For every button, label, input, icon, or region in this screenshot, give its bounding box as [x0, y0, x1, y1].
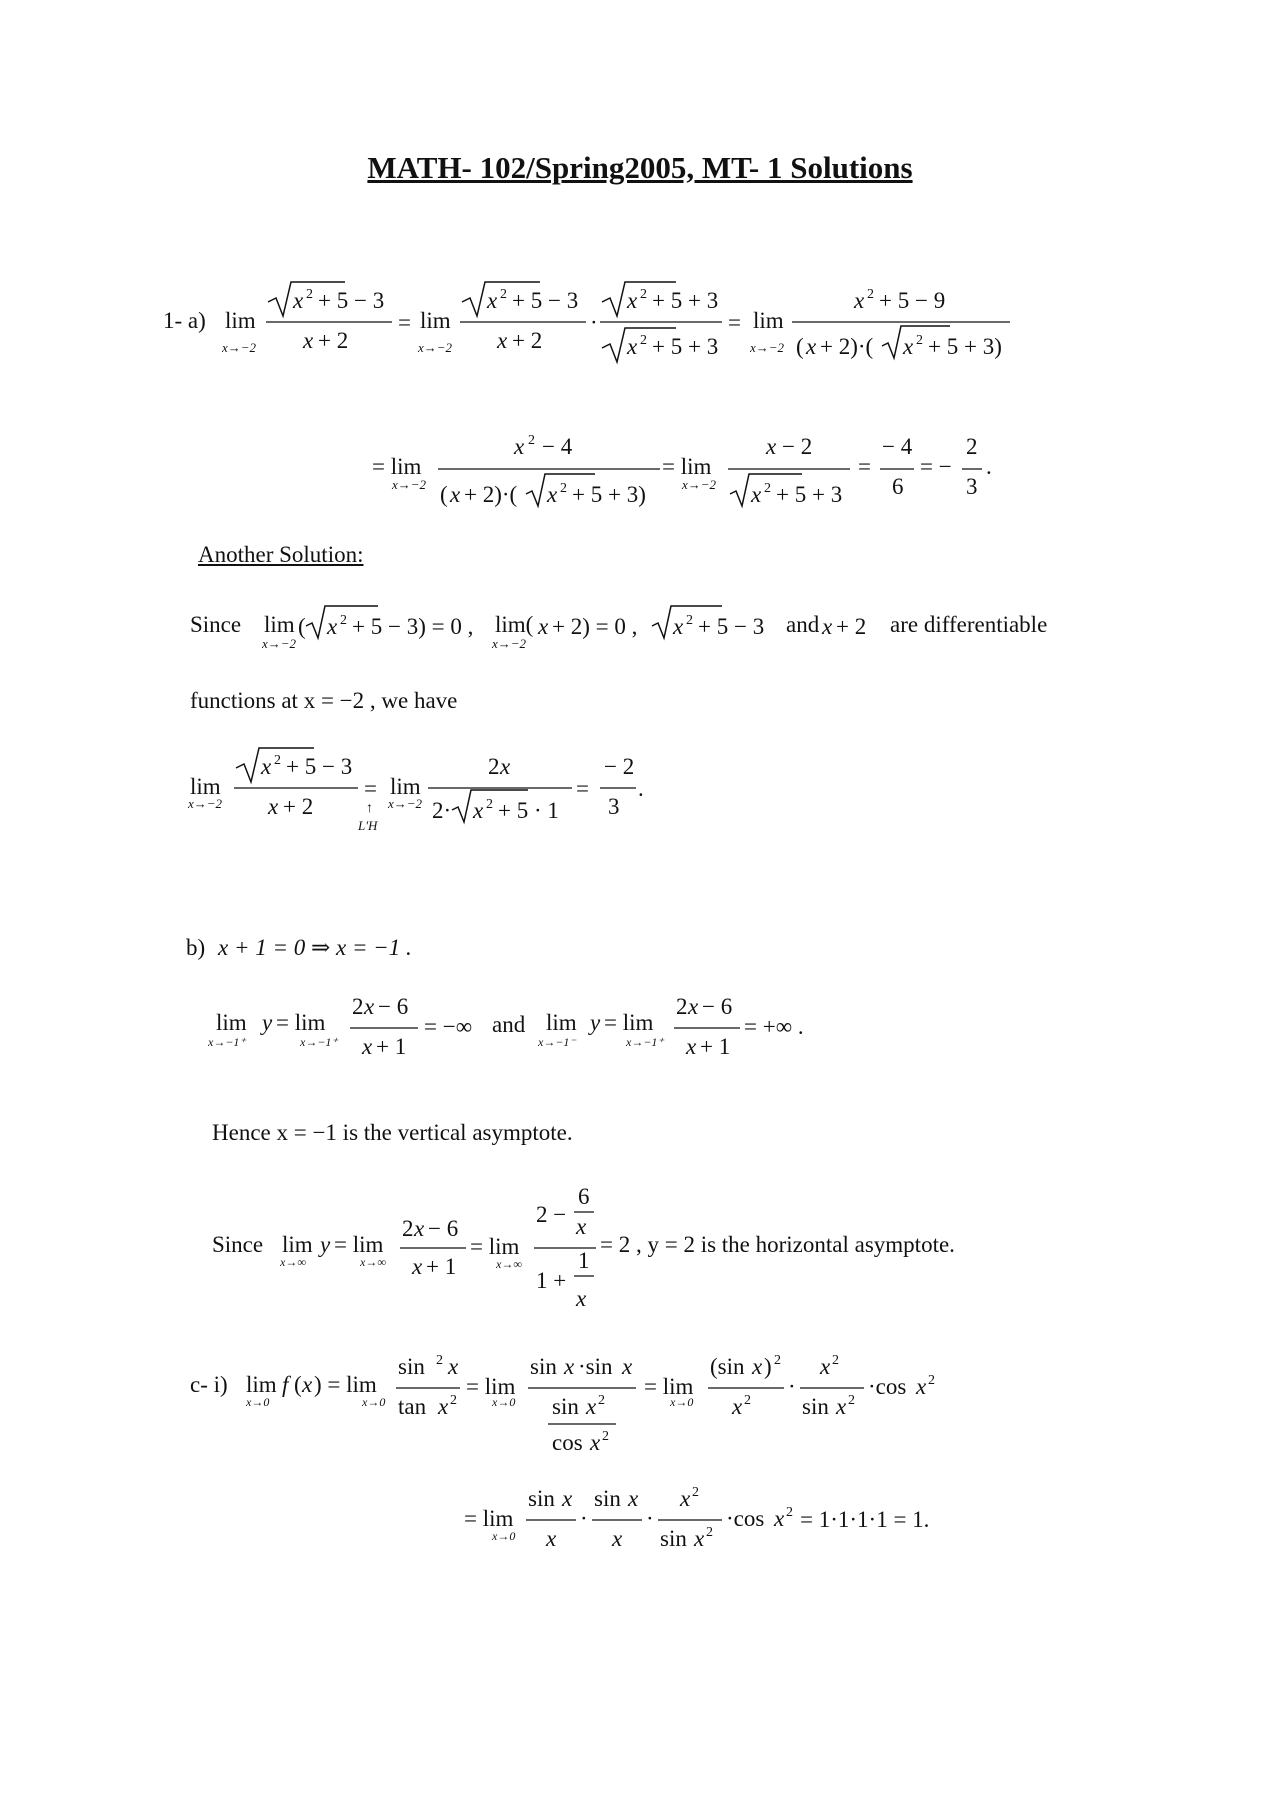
- svg-text:lim: lim: [546, 1010, 577, 1035]
- svg-text:x: x: [500, 754, 511, 779]
- svg-text:x→−2: x→−2: [262, 636, 297, 651]
- svg-text:= lim: = lim: [662, 454, 712, 479]
- svg-text:+ 2)·(: + 2)·(: [464, 482, 518, 507]
- page-title: MATH- 102/Spring2005, MT- 1 Solutions: [367, 150, 913, 185]
- svg-text:+ 5 + 3: + 5 + 3: [776, 482, 843, 507]
- svg-text:x: x: [261, 754, 272, 779]
- svg-text:6: 6: [578, 1184, 590, 1209]
- svg-text:x: x: [694, 1526, 705, 1551]
- svg-text:x→0: x→0: [492, 1529, 516, 1543]
- svg-text:+ 5 − 3: + 5 − 3: [318, 288, 385, 313]
- svg-text:2: 2: [488, 754, 500, 779]
- svg-text:+ 5 + 3: + 5 + 3: [652, 288, 719, 313]
- svg-text:2: 2: [686, 613, 693, 628]
- svg-text:2: 2: [764, 481, 771, 496]
- part-b-step1: x + 1 = 0 ⇒ x = −1 .: [218, 935, 412, 960]
- svg-text:+ 2) = 0 ,: + 2) = 0 ,: [552, 614, 638, 639]
- svg-text:= lim: = lim: [276, 1010, 326, 1035]
- svg-text:.: .: [638, 776, 644, 801]
- svg-text:3: 3: [966, 474, 978, 499]
- svg-text:2: 2: [352, 994, 364, 1019]
- svg-text:lim: lim: [225, 308, 256, 333]
- svg-text:x: x: [822, 614, 833, 639]
- svg-text:+ 1: + 1: [700, 1034, 731, 1059]
- svg-text:= lim: = lim: [372, 454, 422, 479]
- svg-text:2: 2: [676, 994, 688, 1019]
- svg-text:x: x: [688, 994, 699, 1019]
- svg-text:x→0: x→0: [362, 1395, 386, 1409]
- horizontal-asymptote-text: = 2 , y = 2 is the horizontal asymptote.: [600, 1232, 955, 1257]
- svg-text:+ 2: + 2: [283, 794, 314, 819]
- since-text-and: and: [786, 612, 820, 637]
- svg-text:+ 5 − 9: + 5 − 9: [879, 288, 946, 313]
- svg-text:x: x: [680, 1486, 691, 1511]
- svg-text:+ 2)·(: + 2)·(: [820, 334, 874, 359]
- svg-text:lim: lim: [190, 774, 221, 799]
- svg-text:x: x: [487, 288, 498, 313]
- svg-text:·: ·: [646, 1506, 654, 1531]
- svg-text:− 6: − 6: [702, 994, 733, 1019]
- svg-text:x: x: [673, 614, 684, 639]
- another-solution-heading: Another Solution:: [198, 542, 364, 567]
- svg-text:x→−1⁺: x→−1⁺: [626, 1035, 664, 1049]
- svg-text:x: x: [836, 1394, 847, 1419]
- svg-text:+ 1: + 1: [376, 1034, 407, 1059]
- svg-text:x: x: [628, 1486, 639, 1511]
- svg-text:2: 2: [916, 333, 923, 348]
- svg-text:2: 2: [774, 1353, 781, 1368]
- part-c-final-result: = 1·1·1·1 = 1.: [800, 1507, 930, 1532]
- part-b-label: b): [186, 935, 206, 960]
- svg-text:2: 2: [867, 287, 874, 302]
- svg-text:f: f: [282, 1372, 289, 1397]
- svg-text:2: 2: [560, 481, 567, 496]
- vertical-asymptote-line: Hence x = −1 is the vertical asymptote.: [212, 1120, 573, 1145]
- svg-text:=: =: [398, 310, 411, 335]
- svg-text:x: x: [538, 614, 549, 639]
- svg-text:− 4: − 4: [542, 434, 573, 459]
- svg-text:x→−1⁺: x→−1⁺: [300, 1035, 338, 1049]
- svg-text:lim: lim: [216, 1010, 247, 1035]
- svg-text:= lim: = lim: [470, 1234, 520, 1259]
- svg-text:+ 5 − 3: + 5 − 3: [286, 754, 353, 779]
- svg-text:x: x: [412, 1254, 423, 1279]
- svg-text:= lim: = lim: [466, 1374, 516, 1399]
- svg-text:= +∞ .: = +∞ .: [744, 1014, 804, 1039]
- svg-text:x: x: [774, 1506, 785, 1531]
- svg-text:+ 5 · 1: + 5 · 1: [498, 798, 559, 823]
- svg-text:x→−2: x→−2: [492, 636, 527, 651]
- svg-text:+ 2: + 2: [836, 614, 867, 639]
- svg-text:x: x: [854, 288, 865, 313]
- svg-text:↑: ↑: [366, 801, 373, 816]
- svg-text:·cos: ·cos: [726, 1506, 765, 1531]
- svg-text:x: x: [903, 334, 914, 359]
- svg-text:1 +: 1 +: [536, 1268, 567, 1293]
- svg-text:=: =: [576, 776, 589, 801]
- svg-text:(: (: [796, 334, 804, 359]
- svg-text:2: 2: [744, 1393, 751, 1408]
- svg-text:x: x: [562, 1486, 573, 1511]
- svg-text:2: 2: [692, 1485, 699, 1500]
- svg-text:+ 2: + 2: [318, 328, 349, 353]
- svg-text:lim(: lim(: [495, 612, 534, 637]
- svg-text:= lim: = lim: [604, 1010, 654, 1035]
- svg-text:lim: lim: [420, 308, 451, 333]
- svg-text:sin: sin: [552, 1394, 579, 1419]
- svg-text:x: x: [448, 1354, 459, 1379]
- svg-text:2: 2: [486, 797, 493, 812]
- svg-text:x: x: [732, 1394, 743, 1419]
- svg-text:x→−2: x→−2: [750, 340, 785, 355]
- svg-text:(sin: (sin: [710, 1354, 745, 1379]
- svg-text:x: x: [586, 1394, 597, 1419]
- svg-text:x: x: [450, 482, 461, 507]
- svg-text:x: x: [627, 288, 638, 313]
- svg-text:x: x: [576, 1214, 587, 1239]
- svg-text:·sin: ·sin: [578, 1354, 613, 1379]
- svg-text:cos: cos: [552, 1430, 583, 1455]
- svg-text:x: x: [612, 1526, 623, 1551]
- svg-text:2·: 2·: [432, 798, 452, 823]
- svg-text:+ 5 − 3: + 5 − 3: [512, 288, 579, 313]
- part-b-since: Since: [212, 1232, 264, 1257]
- svg-text:2: 2: [340, 613, 347, 628]
- svg-text:2: 2: [598, 1393, 605, 1408]
- svg-text:− 6: − 6: [378, 994, 409, 1019]
- svg-text:x: x: [414, 1216, 425, 1241]
- svg-text:=: =: [858, 454, 871, 479]
- svg-text:2: 2: [786, 1505, 793, 1520]
- svg-text:+ 5 − 3: + 5 − 3: [698, 614, 765, 639]
- svg-text:x: x: [751, 482, 762, 507]
- svg-text:x→−2: x→−2: [188, 796, 223, 811]
- svg-text:lim: lim: [282, 1232, 313, 1257]
- svg-text:=: =: [728, 310, 741, 335]
- svg-text:=: =: [364, 776, 377, 801]
- svg-text:(: (: [440, 482, 448, 507]
- svg-text:= lim: = lim: [644, 1374, 694, 1399]
- part-a-label: 1- a): [163, 308, 206, 333]
- svg-text:+ 1: + 1: [426, 1254, 457, 1279]
- svg-text:lim: lim: [753, 308, 784, 333]
- svg-text:x→∞: x→∞: [496, 1257, 522, 1271]
- svg-text:= −∞: = −∞: [424, 1014, 473, 1039]
- svg-text:y: y: [262, 1010, 273, 1035]
- svg-text:2: 2: [402, 1216, 414, 1241]
- svg-text:lim: lim: [390, 774, 421, 799]
- svg-text:y: y: [320, 1232, 331, 1257]
- svg-text:(: (: [298, 614, 306, 639]
- svg-text:x→−2: x→−2: [418, 340, 453, 355]
- svg-text:): ): [764, 1354, 772, 1379]
- svg-text:x: x: [806, 334, 817, 359]
- svg-text:= lim: = lim: [464, 1506, 514, 1531]
- svg-text:x: x: [766, 434, 777, 459]
- svg-text:x: x: [514, 434, 525, 459]
- svg-text:x: x: [473, 798, 484, 823]
- svg-text:= lim: = lim: [334, 1232, 384, 1257]
- svg-text:2: 2: [706, 1525, 713, 1540]
- svg-text:sin: sin: [802, 1394, 829, 1419]
- svg-text:x: x: [564, 1354, 575, 1379]
- svg-text:.: .: [986, 454, 992, 479]
- svg-text:2: 2: [640, 287, 647, 302]
- svg-text:sin: sin: [398, 1354, 425, 1379]
- svg-text:sin: sin: [528, 1486, 555, 1511]
- svg-text:x→−1⁻: x→−1⁻: [538, 1035, 576, 1049]
- svg-text:2 −: 2 −: [536, 1202, 567, 1227]
- svg-text:·cos: ·cos: [868, 1374, 907, 1399]
- functions-line: functions at x = −2 , we have: [190, 688, 458, 713]
- svg-text:x: x: [686, 1034, 697, 1059]
- svg-text:x: x: [547, 482, 558, 507]
- svg-text:+ 5 + 3): + 5 + 3): [928, 334, 1002, 359]
- svg-text:= −: = −: [920, 454, 952, 479]
- svg-text:x→0: x→0: [246, 1395, 270, 1409]
- svg-text:lim: lim: [246, 1372, 277, 1397]
- svg-text:2: 2: [436, 1353, 443, 1368]
- svg-text:6: 6: [892, 474, 904, 499]
- svg-text:2: 2: [966, 434, 978, 459]
- svg-text:x: x: [268, 794, 279, 819]
- svg-text:·: ·: [580, 1506, 588, 1531]
- svg-text:x→−1⁺: x→−1⁺: [208, 1035, 246, 1049]
- svg-text:x: x: [627, 334, 638, 359]
- svg-text:1: 1: [578, 1248, 590, 1273]
- svg-text:2: 2: [450, 1393, 457, 1408]
- since-text-end: are differentiable: [890, 612, 1048, 637]
- svg-text:2: 2: [528, 433, 535, 448]
- svg-text:+ 5 + 3): + 5 + 3): [572, 482, 646, 507]
- svg-text:2: 2: [832, 1353, 839, 1368]
- svg-text:sin: sin: [594, 1486, 621, 1511]
- svg-text:x: x: [302, 1372, 313, 1397]
- svg-text:− 6: − 6: [428, 1216, 459, 1241]
- svg-text:x: x: [364, 994, 375, 1019]
- svg-text:2: 2: [274, 753, 281, 768]
- svg-text:x: x: [576, 1286, 587, 1311]
- svg-text:2: 2: [500, 287, 507, 302]
- lhopital-note: L'H: [358, 818, 378, 833]
- svg-text:x: x: [622, 1354, 633, 1379]
- svg-text:+ 2: + 2: [512, 328, 543, 353]
- svg-text:·: ·: [788, 1374, 796, 1399]
- svg-text:+ 5 − 3) = 0 ,: + 5 − 3) = 0 ,: [352, 614, 474, 639]
- svg-text:2: 2: [306, 287, 313, 302]
- svg-text:x→∞: x→∞: [280, 1255, 306, 1269]
- svg-text:x: x: [590, 1430, 601, 1455]
- svg-text:x→0: x→0: [492, 1395, 516, 1409]
- svg-text:2: 2: [848, 1393, 855, 1408]
- svg-text:x: x: [752, 1354, 763, 1379]
- since-text-start: Since: [190, 612, 242, 637]
- svg-text:− 2: − 2: [782, 434, 813, 459]
- svg-text:x→0: x→0: [670, 1395, 694, 1409]
- svg-text:x: x: [303, 328, 314, 353]
- svg-text:x→−2: x→−2: [388, 796, 423, 811]
- part-c-label: c- i): [190, 1372, 228, 1397]
- svg-text:) = lim: ) = lim: [314, 1372, 377, 1397]
- svg-text:sin: sin: [660, 1526, 687, 1551]
- svg-text:y: y: [590, 1010, 601, 1035]
- svg-text:x→−2: x→−2: [682, 477, 717, 492]
- svg-text:tan: tan: [398, 1394, 427, 1419]
- svg-text:− 4: − 4: [882, 434, 913, 459]
- svg-text:x: x: [546, 1526, 557, 1551]
- svg-text:x: x: [438, 1394, 449, 1419]
- svg-text:x→−2: x→−2: [392, 477, 427, 492]
- svg-text:x→∞: x→∞: [360, 1255, 386, 1269]
- svg-text:x: x: [293, 288, 304, 313]
- svg-text:x: x: [362, 1034, 373, 1059]
- svg-text:3: 3: [608, 794, 620, 819]
- svg-text:x: x: [327, 614, 338, 639]
- svg-text:+ 5 + 3: + 5 + 3: [652, 334, 719, 359]
- svg-text:x→−2: x→−2: [222, 340, 257, 355]
- part-b-and: and: [492, 1012, 526, 1037]
- svg-text:sin: sin: [530, 1354, 557, 1379]
- svg-text:·: ·: [590, 310, 598, 335]
- svg-text:x: x: [916, 1374, 927, 1399]
- svg-text:lim: lim: [264, 612, 295, 637]
- svg-text:x: x: [497, 328, 508, 353]
- svg-text:2: 2: [602, 1429, 609, 1444]
- svg-text:(: (: [294, 1372, 302, 1397]
- svg-text:x: x: [820, 1354, 831, 1379]
- svg-text:− 2: − 2: [604, 754, 635, 779]
- svg-text:2: 2: [640, 333, 647, 348]
- svg-text:2: 2: [928, 1373, 935, 1388]
